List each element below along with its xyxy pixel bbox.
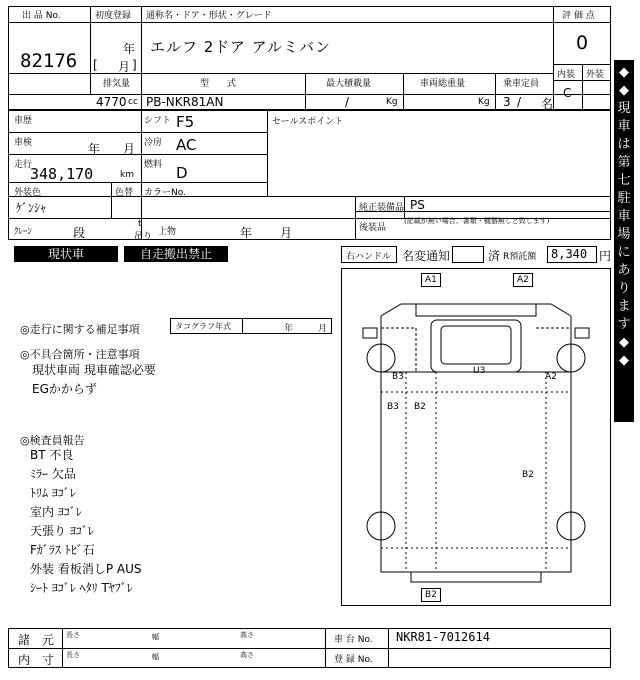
capacity-label: 乗車定員 — [503, 79, 540, 89]
mark-b2-bottom: B2 — [421, 588, 441, 602]
name-label: 通称名・ドア・形状・グレード — [146, 11, 272, 21]
mark-b2-cargo: B2 — [414, 402, 426, 412]
deck-year: 年 — [240, 226, 253, 240]
crane-t: t — [138, 219, 142, 229]
mark-b3-cargo: B3 — [387, 402, 399, 412]
deck-label: 上物 — [158, 227, 177, 237]
mileage-unit: km — [120, 170, 134, 180]
car-name: エルフ 2ドア アルミバン — [150, 38, 332, 56]
aftermarket-label: 後装品 — [359, 223, 387, 233]
chassis-label: 車 台 No. — [334, 635, 373, 645]
tacho-month: 月 — [318, 324, 328, 334]
reg-label: 登 録 No. — [334, 655, 373, 665]
crane-stage: 段 — [73, 226, 86, 240]
inspector-2: ﾐﾗｰ 欠品 — [30, 467, 76, 481]
mark-u3: U3 — [473, 366, 486, 376]
first-reg-month-label: 月 — [118, 60, 131, 74]
color-change-label: 色替 — [115, 188, 134, 198]
capacity: 3 — [503, 95, 511, 109]
displacement: 4770 — [96, 95, 127, 109]
interior-score: C — [563, 86, 572, 100]
inspector-7: 外装 看板消しP AUS — [30, 562, 142, 576]
truck-diagram — [341, 268, 611, 606]
inspection-month-label: 月 — [123, 142, 136, 156]
mark-b2-right: B2 — [522, 470, 534, 480]
max-load-slash: / — [345, 95, 350, 109]
ac: AC — [176, 136, 197, 154]
inspection-year-label: 年 — [88, 142, 101, 156]
interior-label: 内装 — [557, 70, 576, 80]
fuel: D — [176, 164, 188, 182]
mileage-label: 走行 — [14, 160, 33, 170]
model-label: 型 式 — [200, 79, 237, 89]
deck-month: 月 — [280, 226, 293, 240]
mark-b3-left: B3 — [392, 372, 404, 382]
name-change-label: 名変通知 — [402, 249, 451, 263]
score: 0 — [576, 32, 589, 54]
mark-a1: A1 — [421, 273, 441, 287]
ext-color-label: 外装色 — [14, 188, 42, 198]
inspector-6: Fｶﾞﾗｽ ﾄﾋﾞ石 — [30, 543, 95, 557]
capacity-slash: / — [517, 95, 522, 109]
inspector-title: ◎検査員報告 — [20, 434, 85, 447]
defect-2: EGかからず — [32, 382, 97, 396]
inspector-5: 天張り ﾖｺﾞﾚ — [30, 524, 94, 538]
gross-weight-label: 車両総重量 — [420, 79, 466, 89]
kg-unit: Kg — [386, 97, 398, 107]
score-label: 評 価 点 — [562, 11, 595, 21]
crane-hang: 吊り — [134, 232, 153, 242]
lot-no: 82176 — [20, 50, 78, 72]
defects-title: ◎不具合箇所・注意事項 — [20, 348, 140, 361]
history-label: 車歴 — [14, 116, 33, 126]
inspection-label: 車検 — [14, 138, 33, 148]
lot-no-label: 出 品 No. — [22, 11, 61, 21]
defect-1: 現状車両 現車確認必要 — [32, 363, 156, 377]
max-load-label: 最大積載量 — [326, 79, 372, 89]
name-change-box — [452, 246, 484, 263]
mark-a2-top: A2 — [513, 273, 533, 287]
current-state-badge: 現状車 — [14, 246, 118, 262]
recycle-label: 済 — [488, 249, 501, 263]
recycle-fee-label: R預託額 — [503, 252, 537, 262]
yen-unit: 円 — [599, 249, 612, 263]
self-drive-prohibited-badge: 自走搬出禁止 — [124, 246, 228, 262]
height-label-2: 高さ — [240, 651, 254, 659]
length-label-2: 長さ — [66, 651, 80, 659]
displacement-label: 排気量 — [103, 79, 131, 89]
shift: F5 — [176, 113, 195, 131]
bracket-close: ] — [132, 58, 137, 72]
height-label: 高さ — [240, 631, 254, 639]
width-label: 幅 — [152, 633, 159, 641]
sales-point-label: セールスポイント — [272, 117, 344, 127]
first-reg-label: 初度登録 — [95, 11, 132, 21]
color-no-label: カラーNo. — [144, 188, 186, 198]
length-label: 長さ — [66, 631, 80, 639]
cc-unit: cc — [128, 97, 138, 107]
first-reg-year-label: 年 — [123, 42, 136, 56]
inspector-8: ｼｰﾄ ﾖｺﾞﾚ ﾍﾀﾘ Tﾔﾌﾞﾚ — [30, 581, 133, 595]
capacity-unit: 名 — [541, 97, 554, 111]
exterior-label: 外装 — [586, 70, 605, 80]
mileage: 348,170 — [30, 165, 94, 183]
inspector-1: BT 不良 — [30, 448, 74, 462]
crane-label: ｸﾚｰﾝ — [14, 227, 33, 237]
recycle-fee: 8,340 — [551, 247, 588, 261]
ac-label: 冷房 — [144, 138, 163, 148]
chassis-no: NKR81-7012614 — [396, 630, 490, 644]
aftermarket-note: (記載が無い場合、書類・機器無しと致します) — [404, 217, 550, 225]
fuel-label: 燃料 — [144, 160, 163, 170]
ext-color: ｹﾞﾝｼｬ — [16, 201, 47, 215]
equipment: PS — [410, 198, 425, 212]
width-label-2: 幅 — [152, 653, 159, 661]
inspector-3: ﾄﾘﾑ ﾖｺﾞﾚ — [30, 486, 76, 500]
inspector-4: 室内 ﾖｺﾞﾚ — [30, 505, 82, 519]
driving-title: ◎走行に関する補足事項 — [20, 323, 140, 336]
dims-label: 諸 元 — [18, 633, 55, 647]
side-banner: ◆ ◆ 現 車 は 第 七 駐 車 場 に あ り ま す ◆ ◆ — [614, 60, 634, 422]
shift-label: シフト — [144, 116, 172, 126]
right-hand-label: 右ハンドル — [346, 252, 392, 262]
bracket-open: [ — [93, 58, 98, 72]
model: PB-NKR81AN — [146, 95, 224, 109]
inner-label: 内 寸 — [18, 653, 55, 667]
mark-a2-right: A2 — [545, 372, 557, 382]
tacho-year: 年 — [284, 324, 294, 334]
tacho-label: タコグラフ年式 — [175, 322, 231, 331]
gross-kg-unit: Kg — [478, 97, 490, 107]
equipment-label: 純正装備品 — [359, 203, 405, 213]
